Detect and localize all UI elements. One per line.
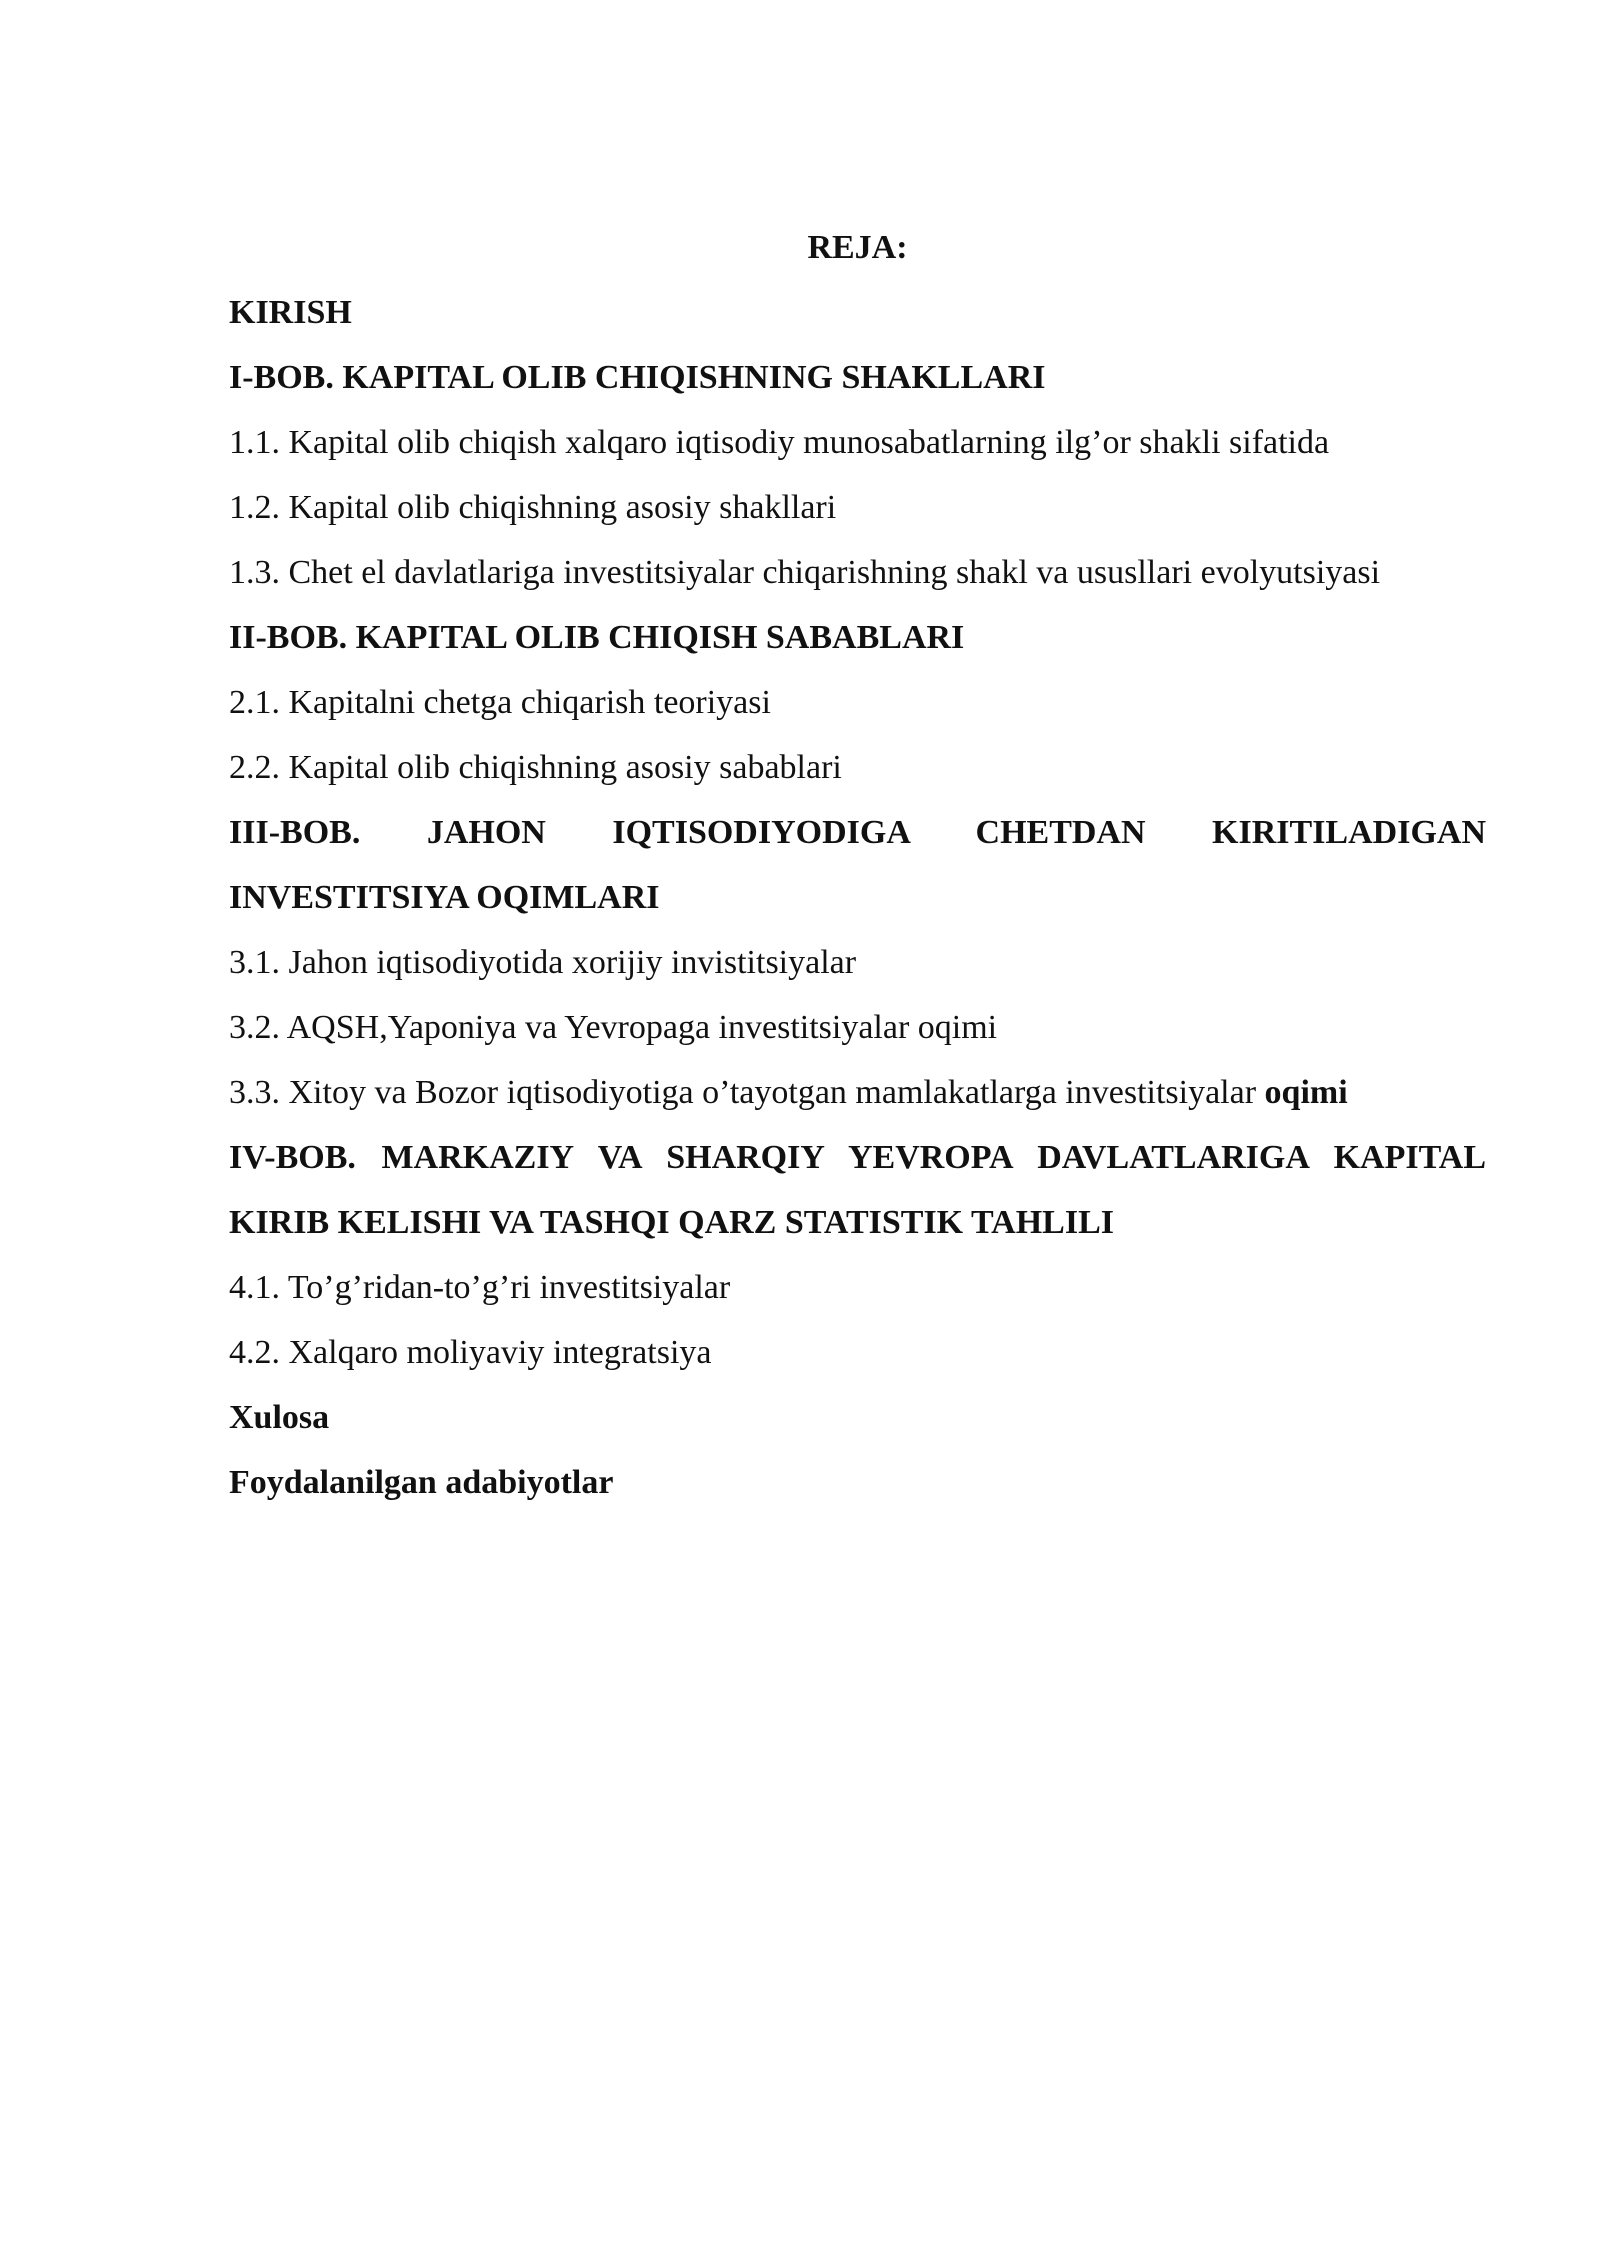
toc-section-2-1: 2.1. Kapitalni chetga chiqarish teoriyasi [229, 684, 771, 721]
toc-section-3-2: 3.2. AQSH,Yaponiya va Yevropaga investitsiyalar oqimi [229, 1009, 998, 1046]
toc-section-4-2: 4.2. Xalqaro moliyaviy integratsiya [229, 1334, 712, 1371]
page-title: REJA: [807, 229, 908, 266]
toc-section-3-1: 3.1. Jahon iqtisodiyotida xorijiy invistitsiyalar [229, 944, 857, 981]
toc-section-1-1: 1.1. Kapital olib chiqish xalqaro iqtisodiy munosabatlarning ilg’or shakli sifatida [229, 424, 1330, 461]
toc-chapter-1: I-BOB. KAPITAL OLIB CHIQISHNING SHAKLLARI [229, 359, 1046, 396]
toc-entry-references: Foydalanilgan adabiyotlar [229, 1464, 614, 1501]
toc-section-1-2: 1.2. Kapital olib chiqishning asosiy shakllari [229, 489, 837, 526]
toc-section-3-3 [229, 1060, 1486, 1125]
toc-entry-conclusion: Xulosa [229, 1399, 330, 1436]
toc-entry-introduction: KIRISH [229, 294, 352, 331]
toc-chapter-2: II-BOB. KAPITAL OLIB CHIQISH SABABLARI [229, 619, 965, 656]
toc-chapter-3: III-BOB. JAHON IQTISODIYODIGA CHETDAN KIRITILADIGAN INVESTITSIYA OQIMLARI [229, 814, 1486, 916]
table-of-contents [229, 215, 1486, 1515]
toc-section-4-1: 4.1. To’g’ridan-to’g’ri investitsiyalar [229, 1269, 731, 1306]
toc-section-2-2: 2.2. Kapital olib chiqishning asosiy sabablari [229, 749, 842, 786]
toc-section-3-3-text: 3.3. Xitoy va Bozor iqtisodiyotiga o’tayotgan mamlakatlarga investitsiyalar [229, 1074, 1265, 1111]
toc-section-3-3-bold-word: oqimi [1264, 1074, 1348, 1111]
toc-chapter-4: IV-BOB. MARKAZIY VA SHARQIY YEVROPA DAVLATLARIGA KAPITAL KIRIB KELISHI VA TASHQI QARZ STATISTIK TAHLILI [229, 1139, 1486, 1241]
toc-section-1-3: 1.3. Chet el davlatlariga investitsiyalar chiqarishning shakl va ususllari evolyutsiyasi [229, 554, 1381, 591]
